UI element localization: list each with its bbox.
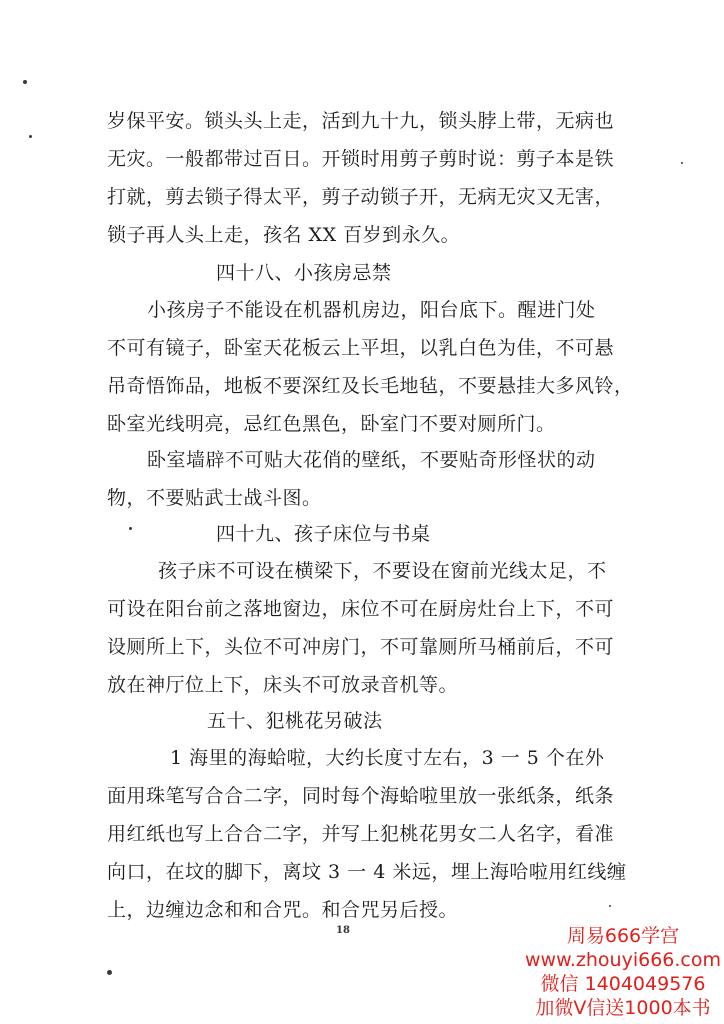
- body-line: 岁保平安。锁头头上走，活到九十九，锁头脖上带，无病也: [107, 110, 615, 132]
- body-line: 物，不要贴武士战斗图。: [107, 487, 322, 509]
- body-line: 卧室光线明亮，忌红色黑色，卧室门不要对厕所门。: [107, 413, 556, 435]
- scan-speck: [23, 80, 27, 84]
- section-heading: 四十八、小孩房忌禁: [216, 262, 392, 284]
- watermark-offer: 加微V信送1000本书: [535, 997, 711, 1019]
- scan-speck: [107, 970, 112, 975]
- watermark: [522, 924, 724, 1020]
- body-line: 卧室墙辟不可贴大花俏的壁纸，不要贴奇形怪状的动: [147, 449, 596, 471]
- body-line: 不可有镜子，卧室天花板云上平坦，以乳白色为佳，不可悬: [107, 337, 615, 359]
- body-line: 设厕所上下，头位不可冲房门，不可靠厕所马桶前后，不可: [107, 636, 615, 658]
- page-number: 18: [336, 925, 350, 936]
- body-line: 无灾。一般都带过百日。开锁时用剪子剪时说：剪子本是铁: [107, 148, 615, 170]
- body-line: 用红纸也写上合合二字，并写上犯桃花男女二人名字，看准: [107, 823, 615, 845]
- body-line: 打就，剪去锁子得太平，剪子动锁子开，无病无灾又无害，: [107, 186, 615, 208]
- scan-speck: [681, 162, 683, 164]
- body-line: 面用珠笔写合合二字，同时每个海蛤啦里放一张纸条，纸条: [107, 785, 615, 807]
- section-heading: 五十、犯桃花另破法: [207, 710, 383, 732]
- body-line: 可设在阳台前之落地窗边，床位不可在厨房灶台上下，不可: [107, 598, 615, 620]
- body-line: 上，边缠边念和和合咒。和合咒另后授。: [107, 899, 459, 921]
- body-line: 锁子再人头上走，孩名 XX 百岁到永久。: [107, 224, 461, 246]
- body-line: 小孩房子不能设在机器机房边，阳台底下。醒进门处: [147, 299, 596, 321]
- watermark-wechat: 微信 1404049576: [540, 973, 706, 995]
- watermark-title: 周易666学宫: [566, 925, 680, 947]
- body-line: 孩子床不可设在横梁下，不要设在窗前光线太足，不: [158, 560, 607, 582]
- scan-speck: [129, 527, 132, 530]
- scan-speck: [29, 135, 32, 138]
- scan-speck: [609, 905, 611, 907]
- section-heading: 四十九、孩子床位与书桌: [216, 523, 431, 545]
- body-line: 1 海里的海蛤啦，大约长度寸左右，3 一 5 个在外: [170, 747, 605, 769]
- body-line: 放在神厅位上下，床头不可放录音机等。: [107, 674, 459, 696]
- body-line: 向口，在坟的脚下，离坟 3 一 4 米远，埋上海哈啦用红线缠: [107, 861, 627, 883]
- body-line: 吊奇悟饰品，地板不要深红及长毛地毡，不要悬挂大多风铃，: [107, 375, 634, 397]
- watermark-url: www.zhouyi666.com: [524, 949, 721, 971]
